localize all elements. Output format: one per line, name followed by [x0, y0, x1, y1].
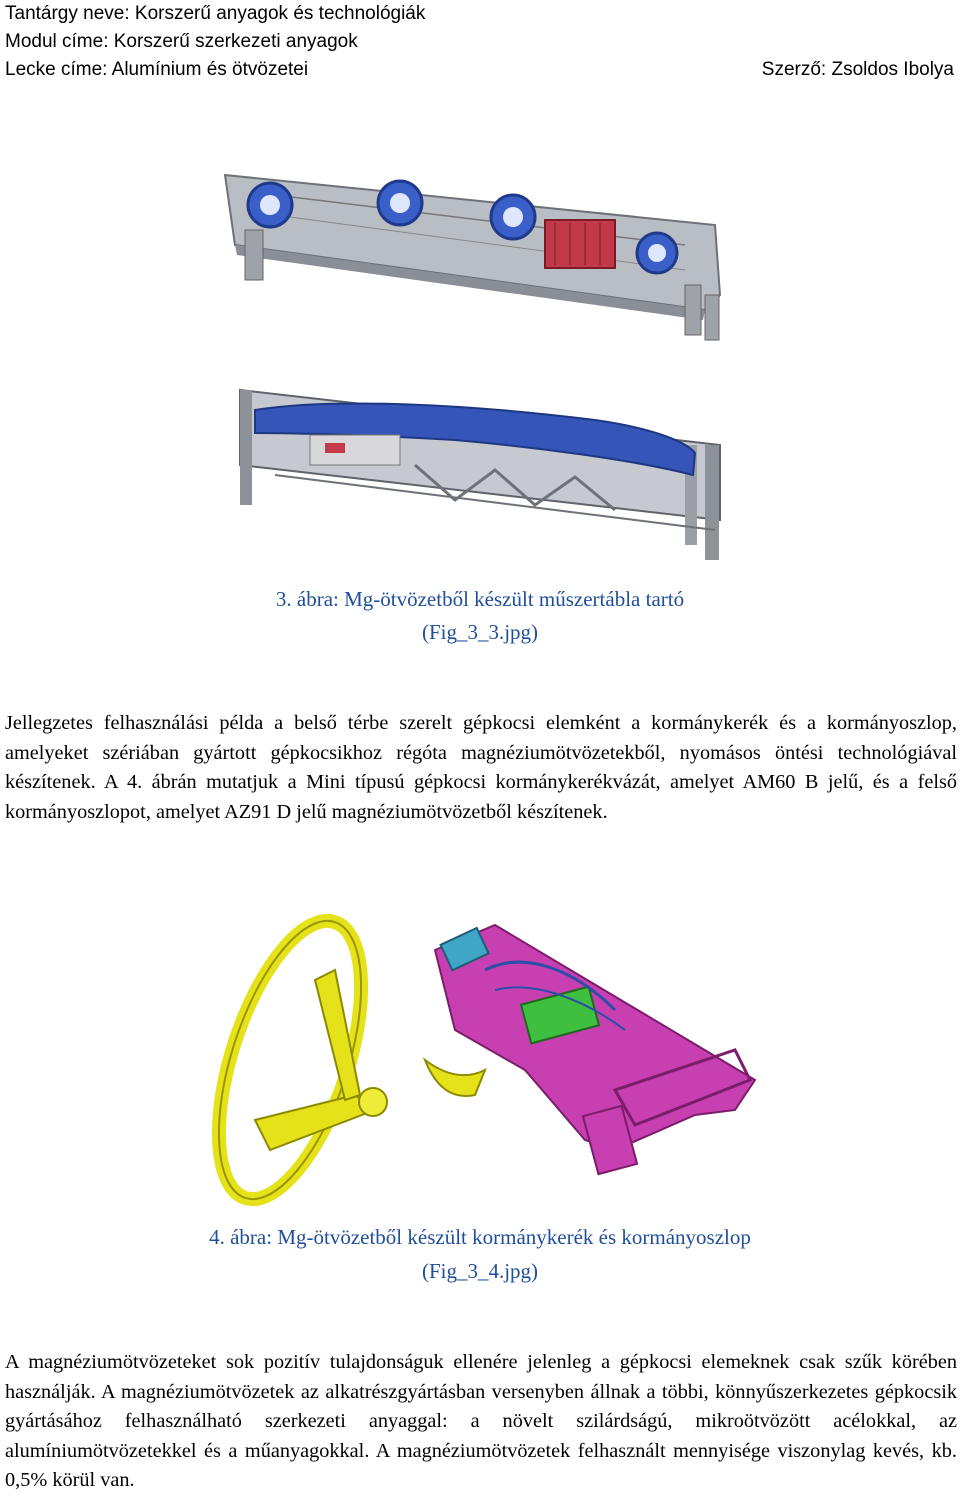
steering-figure [195, 910, 765, 1215]
dashboard-support-view-top [225, 175, 720, 340]
paragraph-2: A magnéziumötvözeteket sok pozitív tulajdonságuk ellenére jelenleg a gépkocsi elemeknek csak szűk körében használják. A magnéziumötvözetek az alkatrészgyártásban versenyben állnak a többi, könnyűszerkezetes gépkocsik gyártásához felhasználható szerkezeti anyaggal: a növelt szilárdságú, mikroötvözött acélokkal, az alumíniumötvözetekkel és a műanyagokkal. A magnéziumötvözetek felhasznált mennyisége viszonylag kevés, kb. 0,5% körül van. [5, 1351, 957, 1491]
steering-column [425, 925, 755, 1174]
module-line: Modul címe: Korszerű szerkezeti anyagok [5, 31, 358, 52]
figure3-filename: (Fig_3_3.jpg) [421, 620, 539, 644]
figure4-caption: 4. ábra: Mg-ötvözetből készült kormánykerék és kormányoszlop [209, 1225, 751, 1249]
lesson-line: Lecke címe: Alumínium és ötvözetei [5, 59, 309, 80]
paragraph-1: Jellegzetes felhasználási példa a belső térbe szerelt gépkocsi elemként a kormánykerék és a kormányoszlop, amelyeket szériában gyártott gépkocsikhoz régóta magnéziumötvözetekből, nyomásos öntési technológiával készítenek. A 4. ábrán mutatjuk a Mini típusú gépkocsi kormánykerékvázát, amelyet AM60 B jelű, és a felső kormányoszlopot, amelyet AZ91 D jelű magnéziumötvözetből készítenek. [5, 712, 957, 823]
dashboard-support-view-bottom [240, 390, 720, 560]
subject-line: Tantárgy neve: Korszerű anyagok és technológiák [5, 3, 426, 24]
dashboard-support-figure [215, 135, 755, 585]
steering-wheel-frame [195, 910, 390, 1215]
author-line: Szerző: Zsoldos Ibolya [761, 59, 954, 80]
figure4-filename: (Fig_3_4.jpg) [421, 1259, 539, 1283]
figure3-caption: 3. ábra: Mg-ötvözetből készült műszertábla tartó [275, 587, 685, 611]
